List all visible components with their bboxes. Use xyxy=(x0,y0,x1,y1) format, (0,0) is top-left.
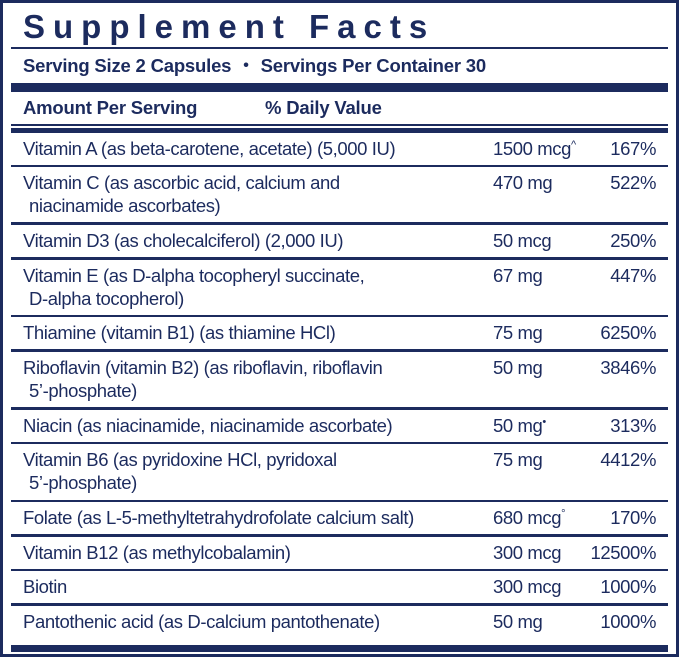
bullet-separator: • xyxy=(243,56,249,74)
nutrient-name: Vitamin B12 (as methylcobalamin) xyxy=(23,541,291,563)
nutrient-name: Riboflavin (vitamin B2) (as riboflavin, riboflavin 5’-phosphate) xyxy=(23,356,383,402)
nutrient-amount: 50 mcg xyxy=(493,229,552,251)
servings-per-container-label: Servings Per Container 30 xyxy=(260,55,486,77)
nutrient-name: Pantothenic acid (as D-calcium pantothenate) xyxy=(23,610,380,632)
nutrient-amount: 50 mg xyxy=(493,356,543,378)
nutrient-name: Vitamin E (as D-alpha tocopheryl succinate, D-alpha tocopherol) xyxy=(23,264,365,309)
nutrient-row-niacin xyxy=(11,410,668,442)
nutrient-daily-value: 167% xyxy=(610,137,656,159)
serving-info xyxy=(11,49,668,83)
nutrient-amount: 680 mcg° xyxy=(493,507,566,529)
nutrient-amount: 300 mcg xyxy=(493,576,562,598)
nutrient-row-vitamin-a xyxy=(11,133,668,165)
nutrient-daily-value: 170% xyxy=(610,507,656,529)
nutrient-daily-value: 250% xyxy=(610,229,656,251)
amount-per-serving-header: Amount Per Serving xyxy=(23,97,198,119)
column-header-divider xyxy=(11,124,668,133)
nutrient-row-vitamin-d3 xyxy=(11,225,668,257)
nutrient-row-vitamin-e xyxy=(11,260,668,315)
nutrient-name: Biotin xyxy=(23,576,67,598)
daily-value-header: % Daily Value xyxy=(265,97,382,119)
nutrient-daily-value: 522% xyxy=(610,172,656,194)
nutrient-daily-value: 313% xyxy=(610,414,656,436)
header-bar xyxy=(11,83,668,92)
footnote-marker: • xyxy=(542,415,547,428)
nutrient-daily-value: 6250% xyxy=(600,322,656,344)
nutrient-row-vitamin-b12 xyxy=(11,537,668,569)
nutrient-row-riboflavin xyxy=(11,352,668,407)
nutrient-amount: 75 mg xyxy=(493,322,543,344)
nutrient-amount: 75 mg xyxy=(493,449,543,471)
nutrient-daily-value: 1000% xyxy=(600,576,656,598)
nutrient-daily-value: 447% xyxy=(610,264,656,286)
footer-bar xyxy=(11,645,668,652)
nutrient-amount: 67 mg xyxy=(493,264,543,286)
nutrient-name: Vitamin D3 (as cholecalciferol) (2,000 IU) xyxy=(23,229,344,251)
nutrient-row-folate xyxy=(11,502,668,534)
nutrient-amount: 470 mg xyxy=(493,172,553,194)
nutrient-name: Vitamin C (as ascorbic acid, calcium and niacinamide ascorbates) xyxy=(23,172,340,217)
nutrient-name: Niacin (as niacinamide, niacinamide ascorbate) xyxy=(23,414,393,436)
nutrient-amount: 1500 mcg^ xyxy=(493,137,577,159)
nutrient-name: Thiamine (vitamin B1) (as thiamine HCl) xyxy=(23,322,336,344)
column-headers xyxy=(11,92,668,123)
nutrient-amount: 50 mg xyxy=(493,610,543,632)
nutrient-daily-value: 4412% xyxy=(600,449,656,471)
nutrient-name: Folate (as L-5-methyltetrahydrofolate calcium salt) xyxy=(23,507,414,529)
nutrient-daily-value: 12500% xyxy=(590,541,656,563)
nutrient-name: Vitamin A (as beta-carotene, acetate) (5,000 IU) xyxy=(23,137,396,159)
nutrient-amount: 300 mcg xyxy=(493,541,562,563)
nutrient-daily-value: 1000% xyxy=(600,610,656,632)
footnote-marker: ^ xyxy=(571,138,577,151)
footnote-marker: ° xyxy=(561,507,566,520)
nutrient-row-vitamin-b6 xyxy=(11,444,668,499)
nutrient-daily-value: 3846% xyxy=(600,356,656,378)
nutrient-row-pantothenic-acid xyxy=(11,606,668,638)
nutrient-name: Vitamin B6 (as pyridoxine HCl, pyridoxal 5’-phosphate) xyxy=(23,449,337,494)
nutrient-row-vitamin-c xyxy=(11,167,668,222)
serving-size-label: Serving Size 2 Capsules xyxy=(23,55,232,77)
panel-title: Supplement Facts xyxy=(23,8,436,45)
nutrient-amount: 50 mg• xyxy=(493,414,547,436)
nutrient-row-biotin xyxy=(11,571,668,603)
nutrient-row-thiamine xyxy=(11,317,668,349)
